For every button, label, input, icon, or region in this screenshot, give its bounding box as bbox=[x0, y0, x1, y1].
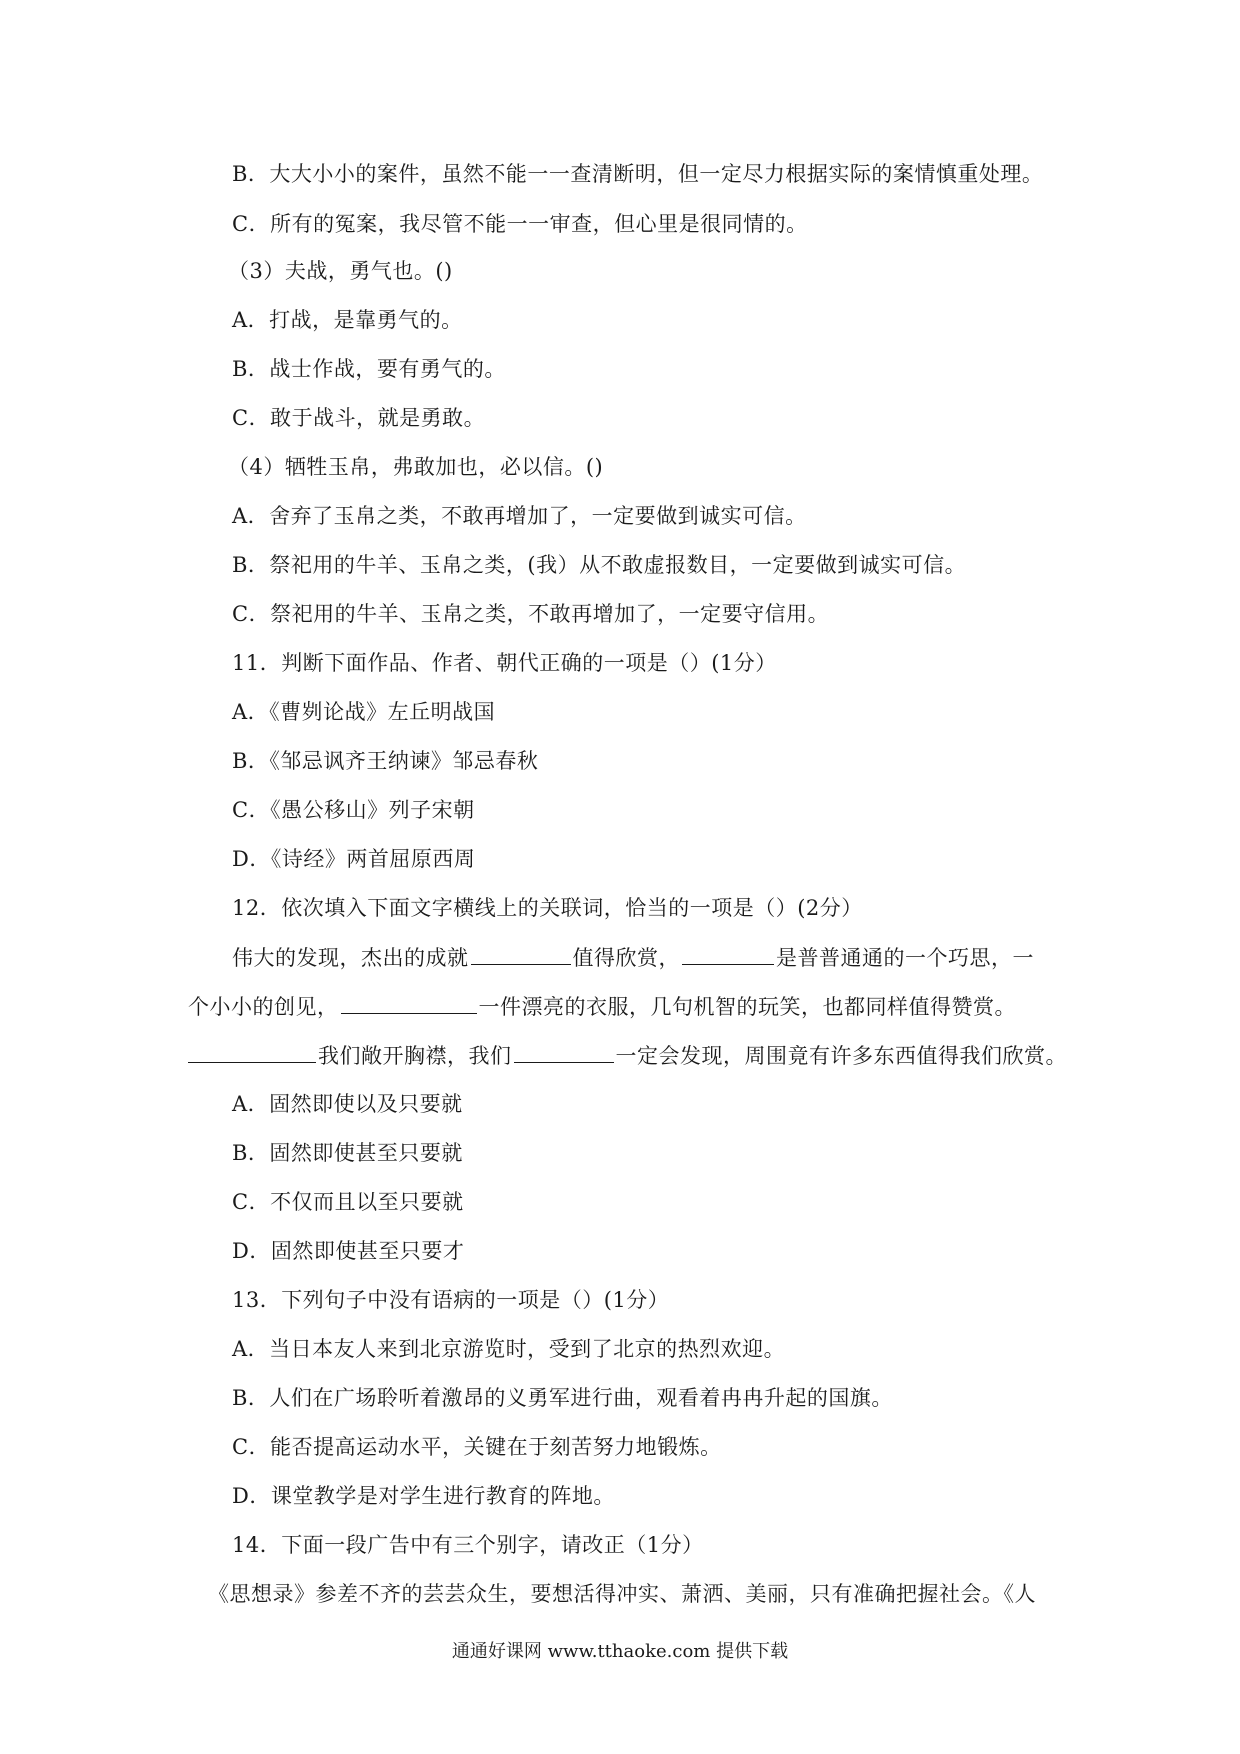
passage-text: 是普普通通的一个巧思，一 bbox=[776, 946, 1034, 970]
answer-blank bbox=[471, 942, 571, 965]
option-a-q3: A．打战，是靠勇气的。 bbox=[232, 308, 463, 332]
answer-blank bbox=[682, 942, 774, 965]
option-c-q13: C．能否提高运动水平，关键在于刻苦努力地锻炼。 bbox=[232, 1435, 722, 1459]
option-b-q11: B．《邹忌讽齐王纳谏》邹忌春秋 bbox=[232, 749, 539, 773]
option-c-q4: C．祭祀用的牛羊、玉帛之类，不敢再增加了，一定要守信用。 bbox=[232, 602, 830, 626]
option-d-q11: D．《诗经》两首屈原西周 bbox=[232, 847, 476, 871]
passage-text: 一件漂亮的衣服，几句机智的玩笑，也都同样值得赞赏。 bbox=[478, 995, 1016, 1019]
option-d-q13: D．课堂教学是对学生进行教育的阵地。 bbox=[232, 1484, 615, 1508]
option-b-q2: B．大大小小的案件，虽然不能一一查清断明，但一定尽力根据实际的案情慎重处理。 bbox=[232, 162, 1044, 186]
page-footer: 通通好课网 www.tthaoke.com 提供下载 bbox=[451, 1641, 789, 1662]
answer-blank bbox=[341, 991, 477, 1014]
question-12: 12．依次填入下面文字横线上的关联词，恰当的一项是（）(2分） bbox=[232, 896, 863, 920]
question-14: 14．下面一段广告中有三个别字，请改正（1分） bbox=[232, 1533, 704, 1557]
option-a-q11: A．《曹刿论战》左丘明战国 bbox=[232, 700, 496, 724]
answer-blank bbox=[188, 1040, 316, 1063]
option-a-q13: A．当日本友人来到北京游览时，受到了北京的热烈欢迎。 bbox=[232, 1337, 786, 1361]
question-13: 13．下列句子中没有语病的一项是（）(1分） bbox=[232, 1288, 670, 1312]
option-d-q12: D．固然即使甚至只要才 bbox=[232, 1239, 465, 1263]
option-b-q12: B．固然即使甚至只要就 bbox=[232, 1141, 463, 1165]
option-c-q12: C．不仅而且以至只要就 bbox=[232, 1190, 464, 1214]
answer-blank bbox=[514, 1040, 614, 1063]
option-c-q3: C．敢于战斗，就是勇敢。 bbox=[232, 406, 486, 430]
passage-text: 我们敞开胸襟，我们 bbox=[318, 1044, 512, 1068]
option-a-q4: A．舍弃了玉帛之类，不敢再增加了，一定要做到诚实可信。 bbox=[232, 504, 807, 528]
option-b-q13: B．人们在广场聆听着激昂的义勇军进行曲，观看着冉冉升起的国旗。 bbox=[232, 1386, 893, 1410]
question-4: （4）牺牲玉帛，弗敢加也，必以信。() bbox=[228, 455, 604, 479]
passage-line-1 bbox=[232, 942, 1034, 973]
passage-text: 个小小的创见， bbox=[188, 995, 339, 1019]
passage-text: 值得欣赏， bbox=[572, 946, 680, 970]
option-b-q4: B．祭祀用的牛羊、玉帛之类，(我）从不敢虚报数目，一定要做到诚实可信。 bbox=[232, 553, 967, 577]
question-11: 11．判断下面作品、作者、朝代正确的一项是（）(1分） bbox=[232, 651, 777, 675]
passage-text: 伟大的发现，杰出的成就 bbox=[232, 946, 469, 970]
question-3: （3）夫战，勇气也。() bbox=[228, 259, 453, 283]
option-a-q12: A．固然即使以及只要就 bbox=[232, 1092, 463, 1116]
option-c-q2: C．所有的冤案，我尽管不能一一审查，但心里是很同情的。 bbox=[232, 212, 808, 236]
option-c-q11: C．《愚公移山》列子宋朝 bbox=[232, 798, 475, 822]
option-b-q3: B．战士作战，要有勇气的。 bbox=[232, 357, 506, 381]
passage-line-2 bbox=[188, 991, 1016, 1022]
passage-text: 一定会发现，周围竟有许多东西值得我们欣赏。 bbox=[615, 1044, 1067, 1068]
passage-line-3 bbox=[188, 1040, 1067, 1071]
advertisement-text: 《思想录》参差不齐的芸芸众生，要想活得冲实、萧洒、美丽，只有准确把握社会。《人 bbox=[208, 1582, 1036, 1606]
